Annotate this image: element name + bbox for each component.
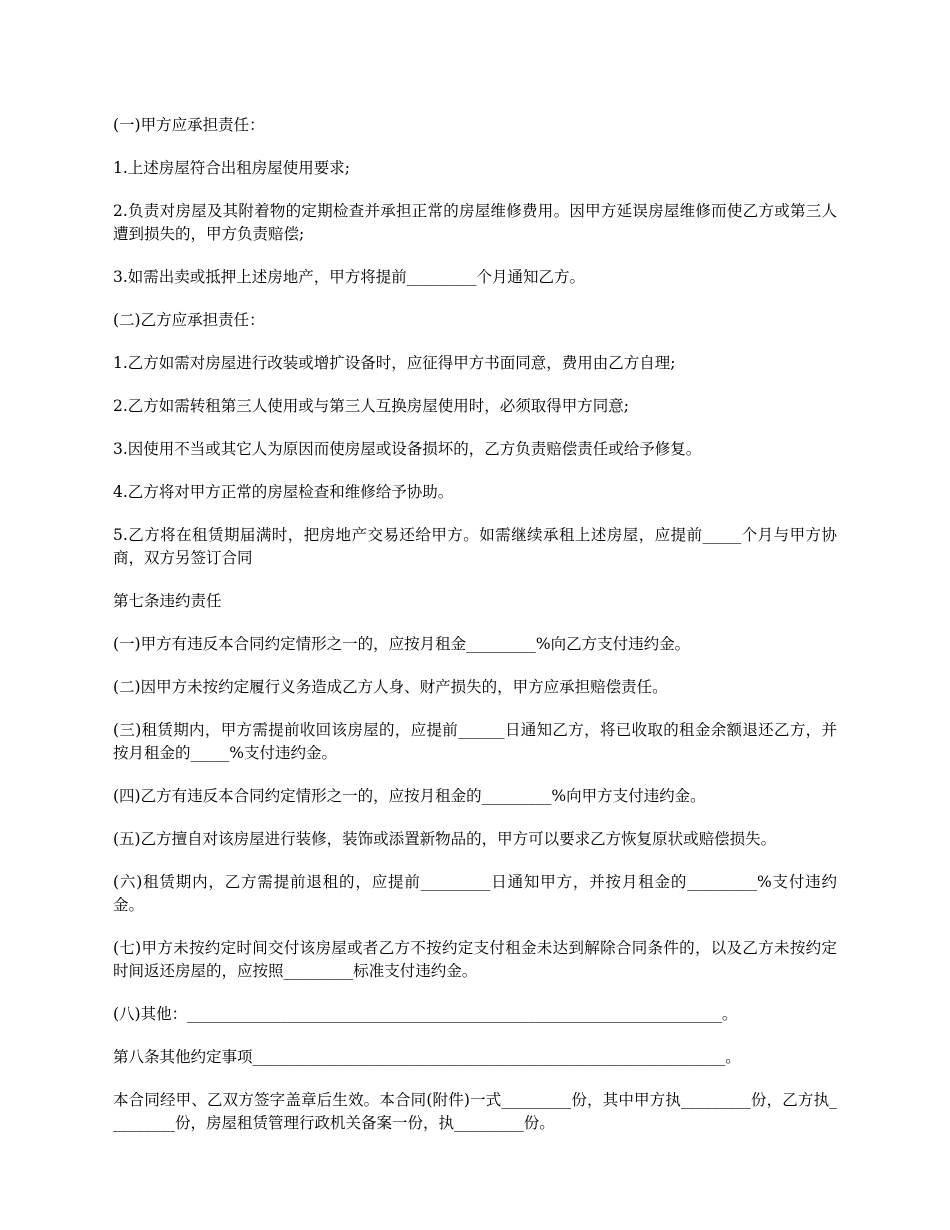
clause-party-b-item-2: 2.乙方如需转租第三人使用或与第三人互换房屋使用时，必须取得甲方同意; — [113, 397, 630, 415]
breach-item-1: (一)甲方有违反本合同约定情形之一的，应按月租金_________%向乙方支付违约金。 — [113, 635, 691, 653]
article-7-heading: 第七条违约责任 — [113, 592, 222, 610]
clause-party-b-duties-heading: (二)乙方应承担责任： — [113, 311, 265, 329]
breach-item-4: (四)乙方有违反本合同约定情形之一的，应按月租金的_________%向甲方支付违约金。 — [113, 787, 706, 805]
clause-party-a-item-1: 1.上述房屋符合出租房屋使用要求; — [113, 159, 351, 177]
clause-party-b-item-1: 1.乙方如需对房屋进行改装或增扩设备时，应征得甲方书面同意，费用由乙方自理; — [113, 354, 676, 372]
clause-party-a-item-2: 2.负责对房屋及其附着物的定期检查并承担正常的房屋维修费用。因甲方延误房屋维修而使乙方或第三人遭到损失的，甲方负责赔偿; — [113, 202, 837, 243]
clause-party-a-item-3: 3.如需出卖或抵押上述房地产，甲方将提前_________个月通知乙方。 — [113, 268, 586, 286]
breach-item-2: (二)因甲方未按约定履行义务造成乙方人身、财产损失的，甲方应承担赔偿责任。 — [113, 678, 668, 696]
clause-party-b-item-3: 3.因使用不当或其它人为原因而使房屋或设备损坏的，乙方负责赔偿责任或给予修复。 — [113, 440, 702, 458]
breach-item-7: (七)甲方未按约定时间交付该房屋或者乙方不按约定支付租金未达到解除合同条件的，以及乙方未按约定时间返还房屋的，应按照_________标准支付违约金。 — [113, 939, 837, 980]
effectiveness-clause: 本合同经甲、乙双方签字盖章后生效。本合同(附件)一式_________份，其中甲方执_________份，乙方执_________份，房屋租赁管理行政机关备案一份，执_________份。 — [113, 1091, 837, 1132]
breach-item-5: (五)乙方擅自对该房屋进行装修，装饰或添置新物品的，甲方可以要求乙方恢复原状或赔偿损失。 — [113, 830, 777, 848]
breach-item-8: (八)其他：_____________________________________________________________________。 — [113, 1005, 738, 1023]
breach-item-3: (三)租赁期内，甲方需提前收回该房屋的，应提前______日通知乙方，将已收取的租金余额退还乙方，并按月租金的_____%支付违约金。 — [113, 721, 837, 762]
breach-item-6: (六)租赁期内，乙方需提前退租的，应提前_________日通知甲方，并按月租金的_________%支付违约金。 — [113, 873, 837, 914]
clause-party-b-item-4: 4.乙方将对甲方正常的房屋检查和维修给予协助。 — [113, 483, 454, 501]
clause-party-a-duties-heading: (一)甲方应承担责任： — [113, 116, 265, 134]
clause-party-b-item-5: 5.乙方将在租赁期届满时，把房地产交易还给甲方。如需继续承租上述房屋，应提前_____个月与甲方协商，双方另签订合同 — [113, 526, 837, 567]
article-8-other-terms: 第八条其他约定事项_____________________________________________________________。 — [113, 1048, 741, 1066]
